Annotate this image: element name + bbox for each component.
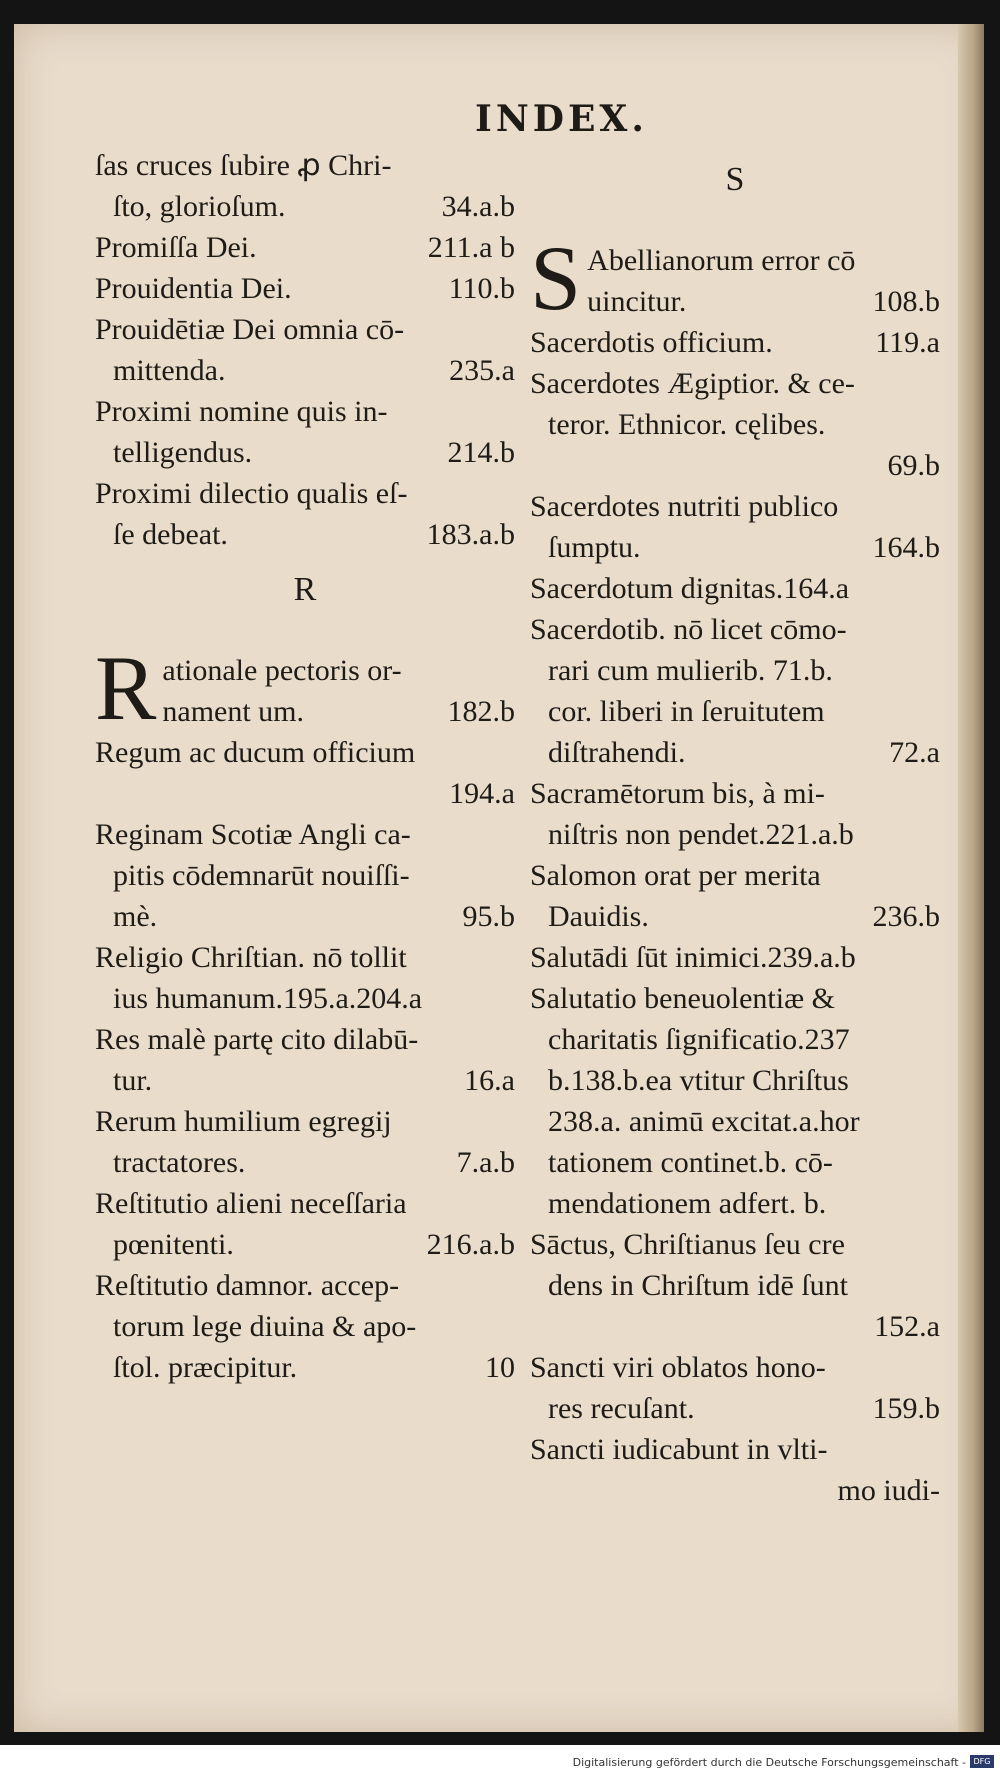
page-ref: 182.b (447, 695, 515, 728)
index-entry (95, 227, 515, 268)
entries-p (95, 145, 515, 555)
page-ref: 110.b (448, 272, 515, 305)
entry-line: ſumptu. (548, 531, 641, 564)
left-column (95, 145, 515, 1388)
index-entry (95, 268, 515, 309)
entry-line: ſto, glorioſum. (113, 190, 286, 223)
entries-s (530, 322, 940, 1470)
index-entry (95, 814, 515, 937)
page-ref: 119.a (875, 326, 940, 359)
entry-line: Abellianorum error cō (587, 244, 856, 277)
index-entry (95, 937, 515, 1019)
dropcap-s: S (530, 227, 582, 329)
entry-line: Sancti iudicabunt in vlti- (530, 1433, 828, 1466)
entry-line: ſe debeat. (113, 518, 228, 551)
spacer (95, 625, 515, 650)
page-ref: 69.b (887, 449, 940, 482)
right-column (530, 145, 940, 1511)
entry-line: ius humanum.195.a.204.a (113, 982, 423, 1015)
entry-line: diſtrahendi. (548, 736, 686, 769)
page-ref: 164.b (872, 531, 940, 564)
footer-credit: Digitalisierung gefördert durch die Deutsche Forschungsgemeinschaft - (572, 1756, 966, 1769)
index-entry (530, 855, 940, 937)
entry-line: rari cum mulierib. 71.b. (548, 654, 833, 687)
entry-line: tur. (113, 1064, 153, 1097)
entry-line: mè. (113, 900, 158, 933)
catchword-text: mo iudi- (837, 1474, 940, 1507)
entry-line: nament um. (162, 695, 305, 728)
entry-line: uincitur. (587, 285, 687, 318)
entry-line: Promiſſa Dei. (95, 231, 257, 264)
entry-line: ſtol. præcipitur. (113, 1351, 298, 1384)
entry-line: teror. Ethnicor. cęlibes. (548, 408, 826, 441)
entry-line: Res malè partę cito dilabū- (95, 1023, 419, 1056)
page-edge (958, 24, 984, 1732)
dfg-logo-icon: DFG (970, 1755, 994, 1768)
page-ref: 216.a.b (426, 1228, 515, 1261)
page-ref: 16.a (464, 1064, 515, 1097)
index-entry (530, 937, 940, 978)
entry-line: torum lege diuina & apo- (113, 1310, 417, 1343)
catchword (530, 1470, 940, 1511)
entries-r (95, 732, 515, 1388)
page-ref: 183.a.b (426, 518, 515, 551)
index-entry (95, 1265, 515, 1388)
entry-line: b.138.b.ea vtitur Chriſtus (548, 1064, 849, 1097)
page-ref: 214.b (447, 436, 515, 469)
page-ref: 194.a (449, 777, 515, 810)
entry-line: Sāctus, Chriſtianus ſeu cre (530, 1228, 845, 1261)
entry-line: pitis cōdemnarūt nouiſſi- (113, 859, 410, 892)
index-entry (95, 309, 515, 391)
page-ref: 34.a.b (441, 190, 515, 223)
page-ref: 211.a b (427, 231, 515, 264)
index-entry (530, 322, 940, 363)
index-entry (95, 1183, 515, 1265)
entry-line: Salomon orat per merita (530, 859, 821, 892)
entry-line: tationem continet.b. cō- (548, 1146, 833, 1179)
entry-line: 238.a. animū excitat.a.hor (548, 1105, 860, 1138)
index-entry (95, 1101, 515, 1183)
entry-line: Prouidentia Dei. (95, 272, 292, 305)
entry-line: cor. liberi in ſeruitutem (548, 695, 825, 728)
entry-line: Salutādi ſūt inimici.239.a.b (530, 941, 856, 974)
entry-line: Reginam Scotiæ Angli ca- (95, 818, 411, 851)
page-ref: 10 (485, 1351, 515, 1384)
page-ref: 7.a.b (456, 1146, 515, 1179)
entry-line: Religio Chriſtian. nō tollit (95, 941, 407, 974)
section-letter-r: R (293, 571, 317, 608)
index-entry (530, 486, 940, 568)
entry-line: mittenda. (113, 354, 226, 387)
entry-line: charitatis ſignificatio.237 (548, 1023, 850, 1056)
index-entry (95, 732, 515, 814)
page-header: INDEX. (475, 98, 648, 140)
entry-line: Proximi dilectio qualis eſ- (95, 477, 408, 510)
index-entry (530, 1347, 940, 1429)
entry-line: niſtris non pendet.221.a.b (548, 818, 854, 851)
page-ref: 235.a (449, 354, 515, 387)
entry-line: Sancti viri oblatos hono- (530, 1351, 826, 1384)
first-entry-s (530, 227, 940, 329)
entry-line: Sacerdotes nutriti publico (530, 490, 839, 523)
entry-line: Rerum humilium egregij (95, 1105, 392, 1138)
entry-line: pœnitenti. (113, 1228, 234, 1261)
entry-line: res recuſant. (548, 1392, 695, 1425)
entry-line: ationale pectoris or- (162, 654, 402, 687)
entry-line: Sacerdotib. nō licet cōmo- (530, 613, 847, 646)
index-entry (530, 609, 940, 773)
index-entry (95, 391, 515, 473)
entry-line: Sacerdotes Ægiptior. & ce- (530, 367, 855, 400)
index-entry (530, 568, 940, 609)
entry-line: mendationem adfert. b. (548, 1187, 827, 1220)
index-entry (95, 473, 515, 555)
index-entry (530, 1429, 940, 1470)
entry-line: Salutatio beneuolentiæ & (530, 982, 835, 1015)
first-entry-r (95, 637, 515, 739)
entry-line: Sacerdotum dignitas.164.a (530, 572, 850, 605)
entry-line: Sacerdotis officium. (530, 326, 773, 359)
spacer (530, 215, 940, 240)
entry-line: dens in Chriſtum idē ſunt (548, 1269, 848, 1302)
page-ref: 152.a (874, 1310, 940, 1343)
entry-line: ſas cruces ſubire ꝓ Chri- (95, 149, 392, 182)
index-entry (530, 773, 940, 855)
entry-line: Sacramētorum bis, à mi- (530, 777, 825, 810)
page-ref: 236.b (872, 900, 940, 933)
entry-line: Reſtitutio damnor. accep- (95, 1269, 400, 1302)
entry-line: Prouidētiæ Dei omnia cō- (95, 313, 405, 346)
page-ref: 108.b (872, 285, 940, 318)
entry-line: tractatores. (113, 1146, 246, 1179)
index-entry (530, 363, 940, 486)
entry-line: Reſtitutio alieni neceſſaria (95, 1187, 407, 1220)
entry-line: Regum ac ducum officium (95, 736, 416, 769)
page-ref: 159.b (872, 1392, 940, 1425)
entry-line: telligendus. (113, 436, 253, 469)
page-ref: 95.b (462, 900, 515, 933)
index-entry (530, 1224, 940, 1347)
entry-line: Proximi nomine quis in- (95, 395, 388, 428)
index-entry (95, 1019, 515, 1101)
entry-line: Dauidis. (548, 900, 649, 933)
index-entry (95, 145, 515, 227)
page-ref: 72.a (889, 736, 940, 769)
dropcap-r: R (95, 637, 157, 739)
index-entry (530, 978, 940, 1224)
section-letter-s: S (725, 161, 745, 198)
footer-bar (0, 1745, 1000, 1780)
